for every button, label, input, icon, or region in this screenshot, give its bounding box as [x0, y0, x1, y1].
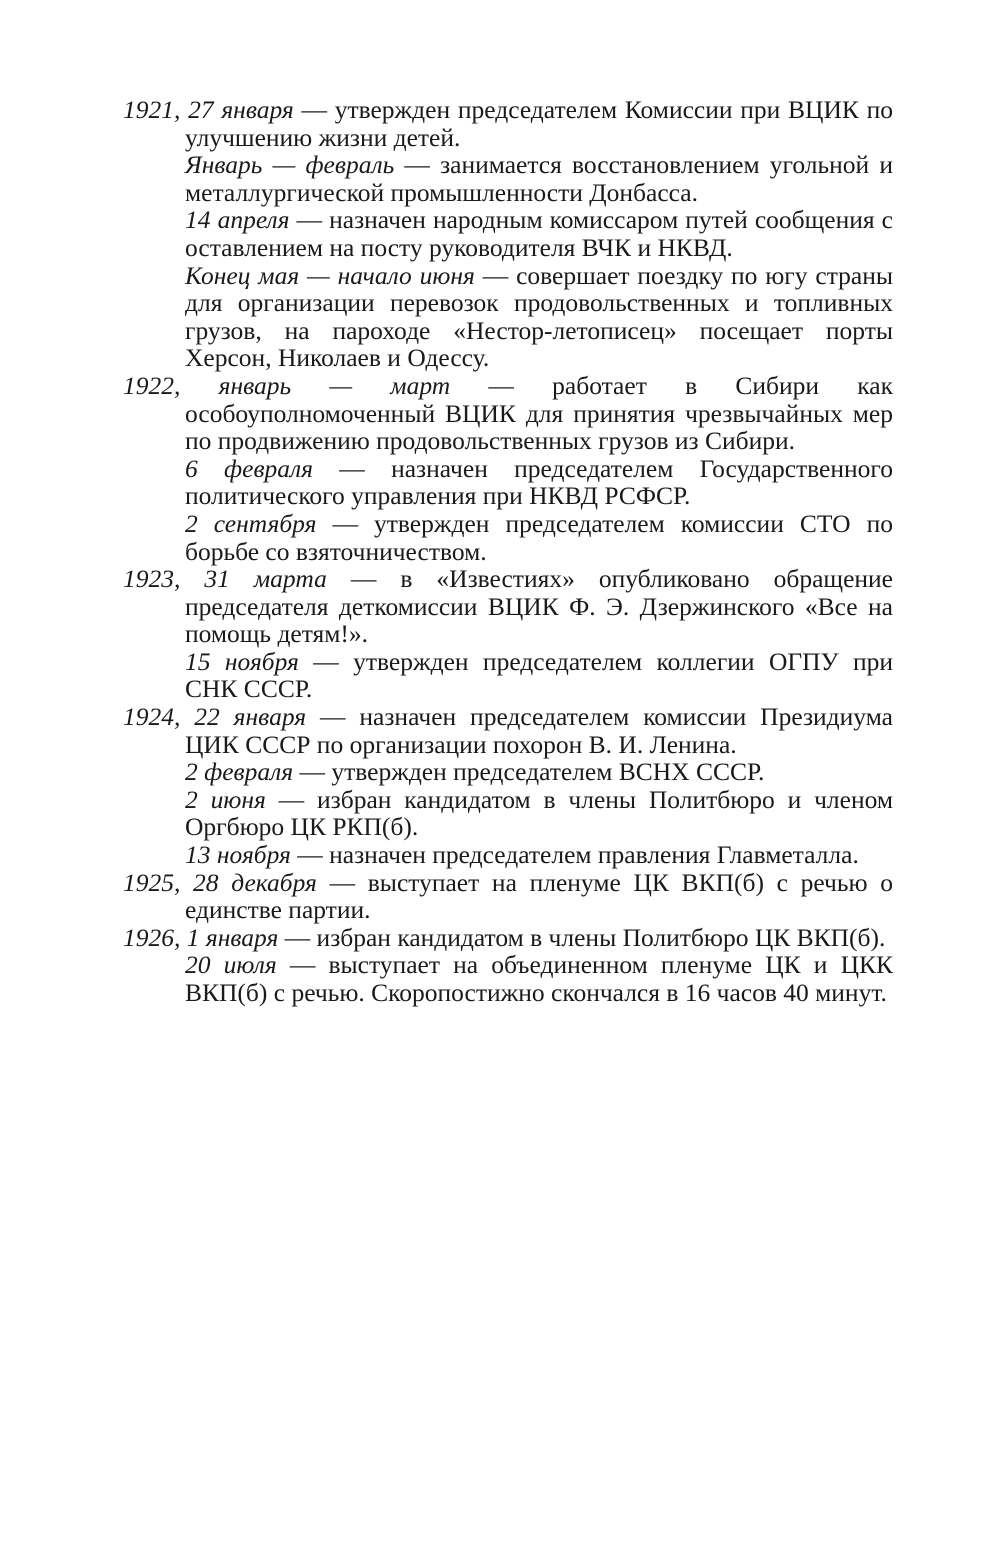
entry-date: 1925, 28 декабря — [123, 867, 317, 897]
entry-date: 1922, январь — март — [123, 370, 451, 400]
entry-text: — работает в Сибири как особоуполномоченный ВЦИК для принятия чрезвычайных мер по продвижению продовольственных грузов из Сибири. — [185, 370, 893, 456]
entry-text: — назначен председателем Государственного политического управления при НКВД РСФСР. — [185, 453, 893, 511]
entry-text: — назначен председателем комиссии Президиума ЦИК СССР по организации похорон В. И. Ленина. — [185, 702, 893, 759]
entry-date: 1926, 1 января — [123, 922, 279, 952]
entry-date: 1921, 27 января — [123, 95, 294, 124]
entry-1924-jun-2 — [123, 786, 893, 841]
entry-1924-feb-2 — [123, 758, 893, 786]
entry-text: — избран кандидатом в члены Политбюро ЦК ВКП(б). — [278, 922, 886, 952]
entry-1922-feb-6 — [123, 455, 893, 510]
entry-text: — утвержден председателем Комиссии при ВЦИК по улучшению жизни детей. — [185, 95, 893, 152]
entry-date: 13 ноября — [185, 840, 291, 870]
entry-date: 14 апреля — [185, 205, 290, 235]
entry-text: — назначен народным комиссаром путей сообщения с оставлением на посту руководителя ВЧК и НКВД. — [185, 205, 894, 262]
chronology-text — [123, 96, 893, 1007]
entry-date: 2 июня — [185, 784, 266, 814]
entry-text: — утвержден председателем коллегии ОГПУ при СНК СССР. — [185, 646, 893, 704]
entry-date: 20 июля — [185, 950, 277, 980]
entry-text: — утвержден председателем ВСНХ СССР. — [293, 757, 765, 787]
entry-date: 1923, 31 марта — [123, 564, 327, 594]
entry-date: 2 февраля — [185, 757, 294, 787]
entry-1921-may-jun — [123, 262, 893, 372]
entry-1921-jan-27 — [123, 96, 893, 151]
entry-text: — совершает поездку по югу страны для организации перевозок продовольственных и топливных грузов, на пароходе «Нестор-летописец» посещает порты Херсон, Николаев и Одессу. — [185, 260, 894, 373]
entry-1922-sep-2 — [123, 510, 893, 565]
entry-1923-nov-15 — [123, 648, 893, 703]
entry-date: Январь — февраль — [185, 150, 395, 180]
entry-1922-jan-mar — [123, 372, 893, 455]
entry-1926-jul-20 — [123, 951, 893, 1006]
entry-text: — утвержден председателем комиссии СТО по борьбе со взяточничеством. — [185, 508, 893, 566]
entry-1921-jan-feb — [123, 151, 893, 206]
entry-1924-jan-22 — [123, 703, 893, 758]
entry-text: — назначен председателем правления Главметалла. — [290, 840, 859, 870]
entry-date: Конец мая — начало июня — [185, 260, 475, 290]
entry-text: — занимается восстановлением угольной и металлургической промышленности Донбасса. — [185, 150, 893, 207]
entry-1921-apr-14 — [123, 206, 893, 261]
entry-1924-nov-13 — [123, 841, 893, 869]
entry-date: 1924, 22 января — [123, 702, 307, 732]
entry-text: — в «Известиях» опубликовано обращение председателя деткомиссии ВЦИК Ф. Э. Дзержинского «Все на помощь детям!». — [185, 564, 893, 649]
entry-date: 2 сентября — [185, 508, 317, 538]
entry-date: 15 ноября — [185, 646, 299, 676]
entry-text: — выступает на пленуме ЦК ВКП(б) с речью о единстве партии. — [185, 867, 893, 925]
entry-1923-mar-31 — [123, 565, 893, 648]
entry-1926-jan-1 — [123, 924, 893, 952]
entry-text: — избран кандидатом в члены Политбюро и членом Оргбюро ЦК РКП(б). — [185, 784, 893, 842]
entry-text: — выступает на объединенном пленуме ЦК и ЦКК ВКП(б) с речью. Скоропостижно скончался в 16 часов 40 минут. — [185, 950, 893, 1007]
entry-date: 6 февраля — [185, 453, 313, 483]
entry-1925-dec-28 — [123, 869, 893, 924]
